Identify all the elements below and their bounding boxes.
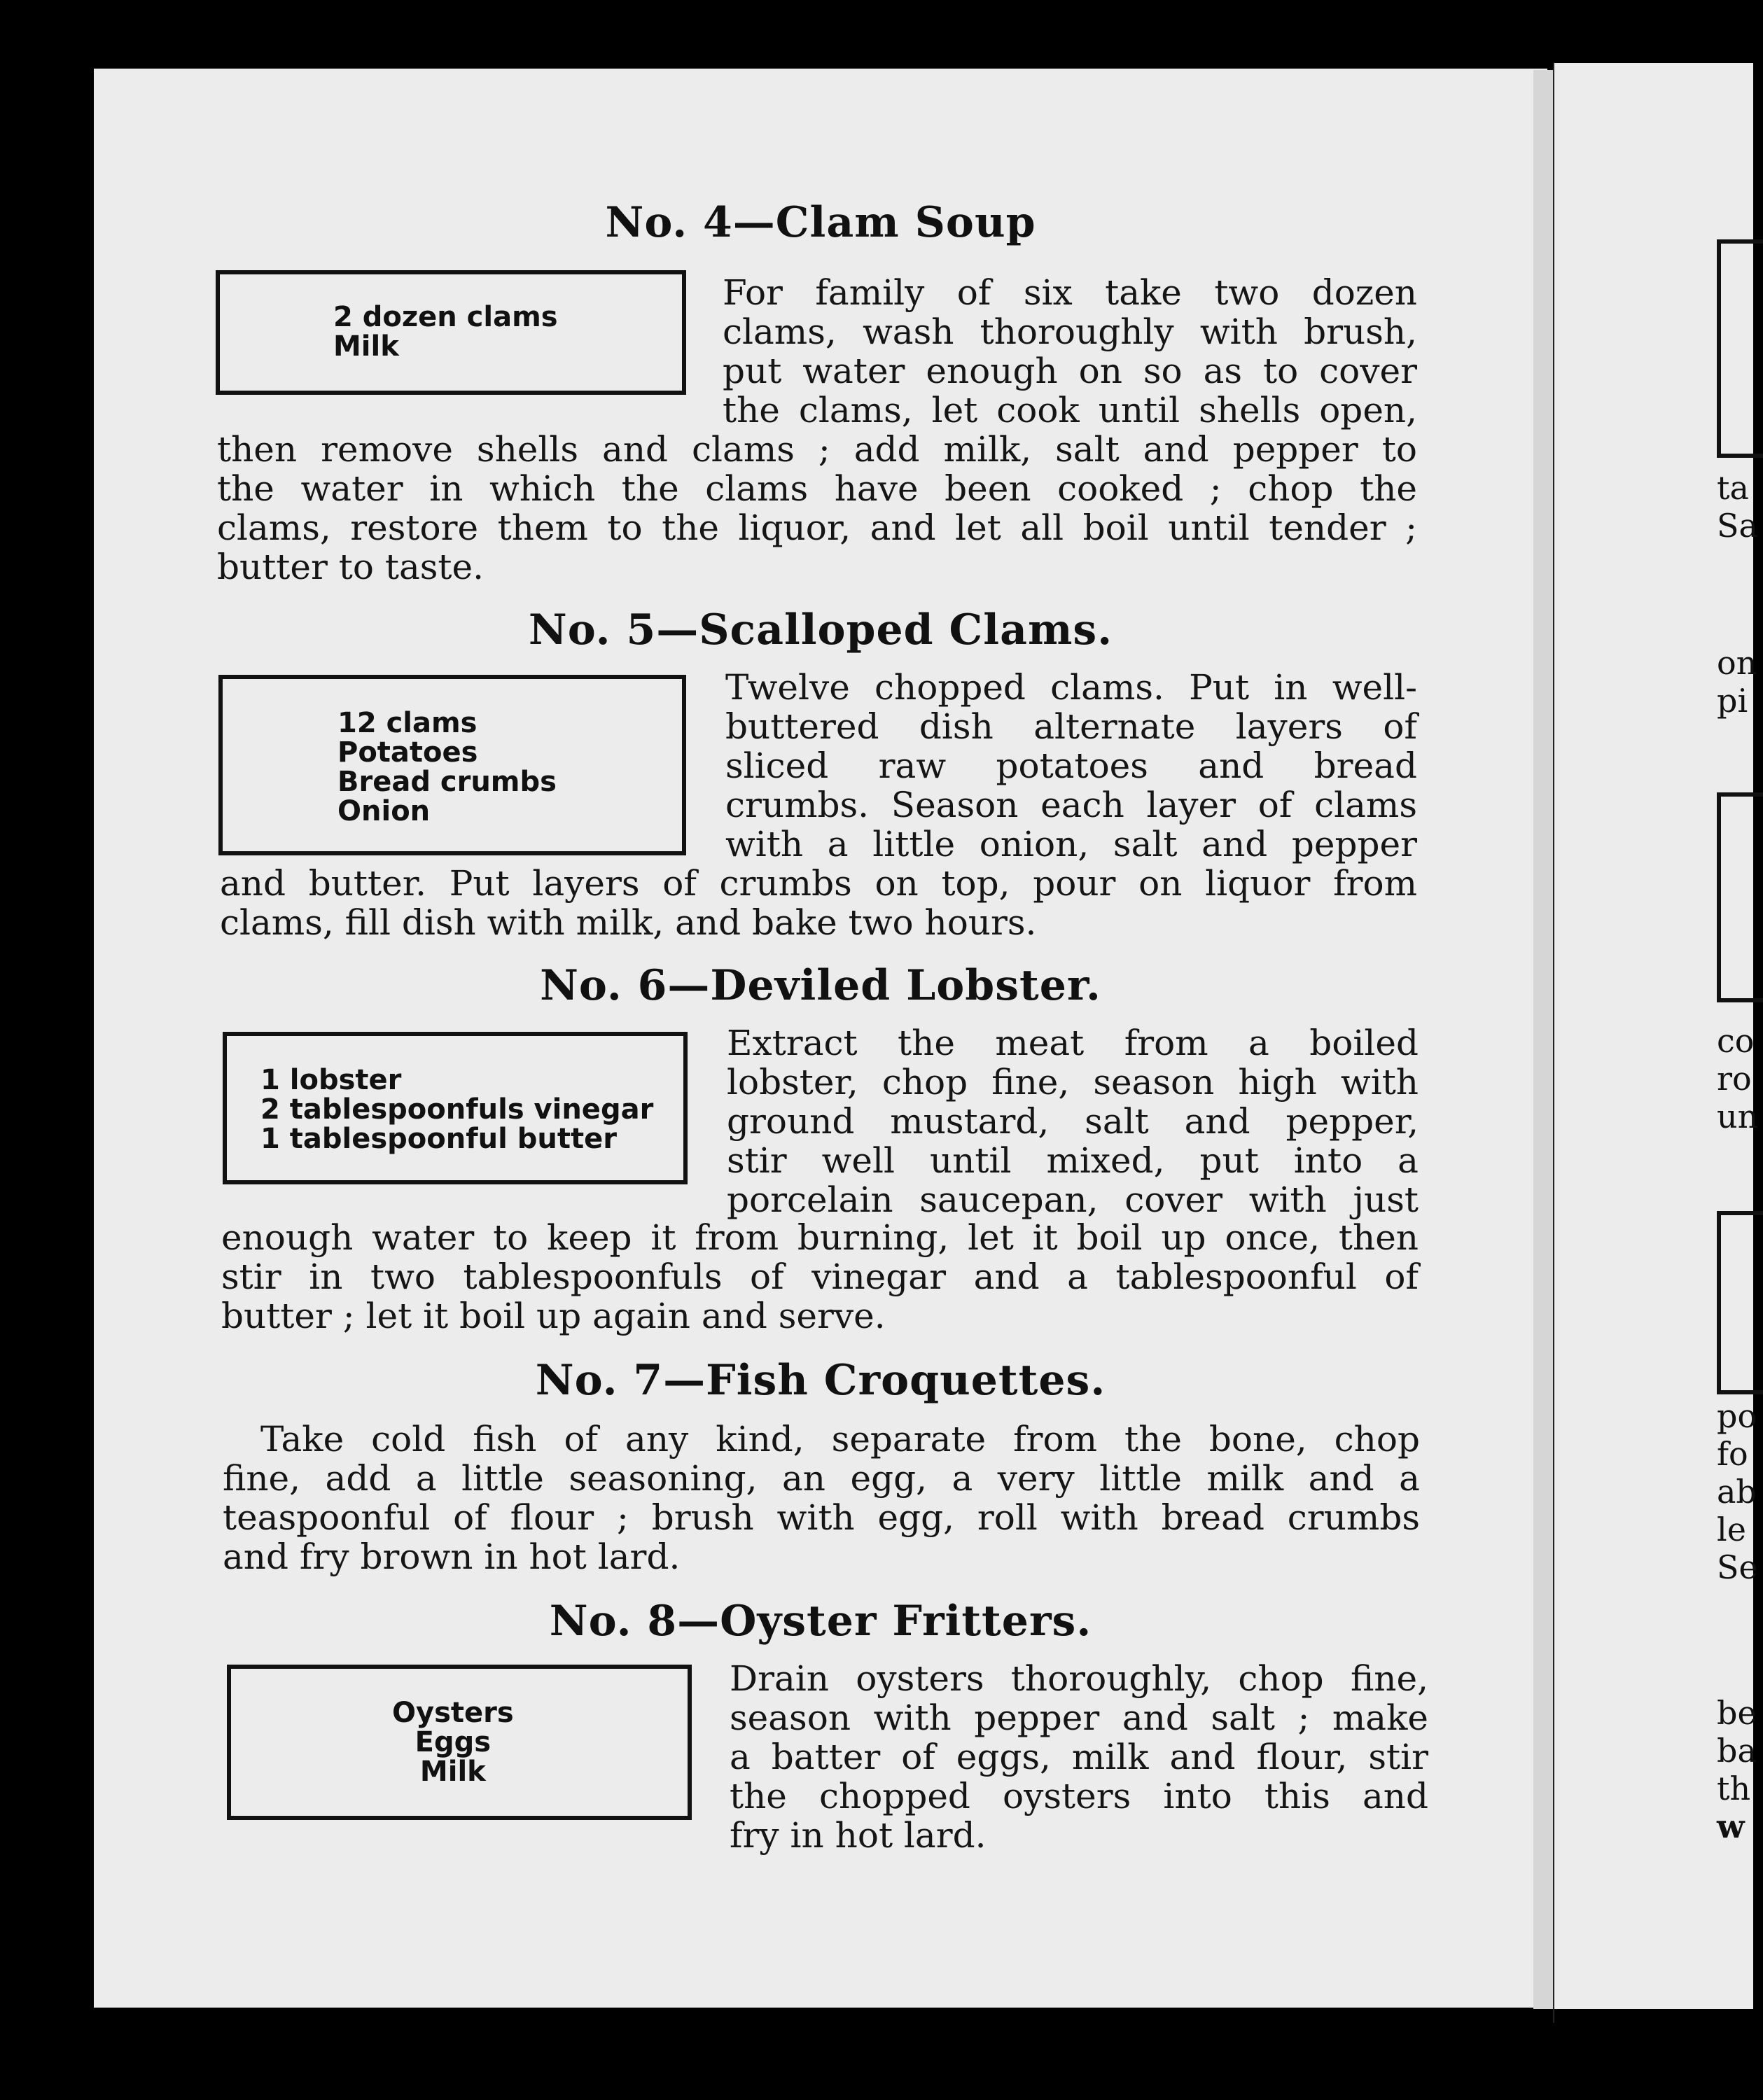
text-line: fry in hot lard. [730,1815,987,1856]
adjacent-text-fragment: fo [1717,1435,1748,1473]
text-line: butter ; let it boil up again and serve. [221,1296,886,1336]
text-line: ground mustard, salt and pepper, [727,1101,1419,1142]
text-line: enough water to keep it from burning, let it boil up once, then [221,1217,1419,1258]
recipe-body-full [217,430,1417,587]
text-line: Take cold fish of any kind, separate from the bone, chop [260,1419,1420,1460]
recipe-body-full [220,864,1417,942]
text-line: the clams, let cook until shells open, [723,390,1417,430]
adjacent-text-fragment: pi [1717,682,1748,720]
ingredient-list: Oysters Eggs Milk [392,1697,514,1788]
adjacent-text-fragment: Se [1717,1548,1758,1586]
adjacent-text-fragment: ro [1717,1060,1752,1098]
text-line: fine, add a little seasoning, an egg, a very little milk and a [223,1458,1420,1499]
text-line: For family of six take two dozen [723,272,1417,313]
recipe-body-full [221,1218,1419,1336]
text-line: stir well until mixed, put into a [727,1140,1419,1181]
recipe-body-wrap [723,273,1417,430]
text-line: lobster, chop fine, season high with [727,1062,1419,1102]
adjacent-text-fragment: w [1717,1807,1745,1845]
text-line: put water enough on so as to cover [723,351,1417,391]
adjacent-ingredient-box [1717,792,1763,1002]
recipe-heading: No. 5—Scalloped Clams. [528,606,1113,654]
adjacent-text-fragment: ta [1717,469,1749,507]
text-line: Drain oysters thoroughly, chop fine, [730,1658,1428,1699]
text-line: stir in two tablespoonfuls of vinegar and a tablespoonful of [221,1256,1419,1297]
recipe-heading: No. 7—Fish Croquettes. [535,1356,1106,1405]
ingredient-list: 2 dozen clams Milk [333,301,558,363]
text-line: with a little onion, salt and pepper [725,824,1417,864]
page-edge-shadow [1533,70,1553,2009]
text-line: buttered dish alternate layers of [725,706,1417,747]
recipe-heading: No. 8—Oyster Fritters. [549,1597,1092,1646]
text-line: and butter. Put layers of crumbs on top, pour on liquor from [220,863,1417,904]
text-line: teaspoonful of flour ; brush with egg, roll with bread crumbs [223,1497,1420,1538]
adjacent-text-fragment: ba [1717,1732,1757,1770]
adjacent-ingredient-box [1717,1211,1763,1394]
adjacent-text-fragment: un [1717,1098,1759,1135]
recipe-heading: No. 6—Deviled Lobster. [540,961,1101,1010]
text-line: season with pepper and salt ; make [730,1698,1428,1738]
text-line: then remove shells and clams ; add milk, salt and pepper to [217,429,1417,470]
adjacent-text-fragment: be [1717,1694,1757,1732]
text-line: crumbs. Season each layer of clams [725,785,1417,825]
recipe-body-wrap [725,668,1417,864]
ingredient-list: 1 lobster 2 tablespoonfuls vinegar 1 tablespoonful butter [260,1064,654,1155]
adjacent-text-fragment: on [1717,644,1757,682]
adjacent-text-fragment: le [1717,1511,1746,1548]
adjacent-ingredient-box [1717,239,1763,458]
text-line: Twelve chopped clams. Put in well- [725,667,1417,708]
text-line: butter to taste. [217,547,485,587]
text-line: a batter of eggs, milk and flour, stir [730,1737,1428,1777]
text-line: the chopped oysters into this and [730,1776,1428,1816]
text-line: clams, wash thoroughly with brush, [723,312,1417,352]
adjacent-text-fragment: Sa [1717,507,1758,545]
text-line: and fry brown in hot lard. [223,1536,681,1577]
ingredient-list: 12 clams Potatoes Bread crumbs Onion [337,707,557,827]
text-line: clams, fill dish with milk, and bake two hours. [220,902,1037,943]
adjacent-text-fragment: th [1717,1770,1751,1807]
adjacent-text-fragment: co [1717,1022,1755,1060]
text-line: the water in which the clams have been cooked ; chop the [217,468,1417,509]
recipe-heading: No. 4—Clam Soup [605,198,1036,247]
adjacent-text-fragment: ab [1717,1473,1757,1511]
text-line: clams, restore them to the liquor, and let all boil until tender ; [217,507,1417,548]
text-line: porcelain saucepan, cover with just [727,1180,1419,1220]
adjacent-text-fragment: po [1717,1397,1757,1435]
recipe-body-wrap [727,1023,1419,1219]
recipe-body-wrap [730,1659,1428,1855]
text-line: Extract the meat from a boiled [727,1023,1419,1063]
recipe-body-full [223,1420,1420,1576]
text-line: sliced raw potatoes and bread [725,746,1417,786]
